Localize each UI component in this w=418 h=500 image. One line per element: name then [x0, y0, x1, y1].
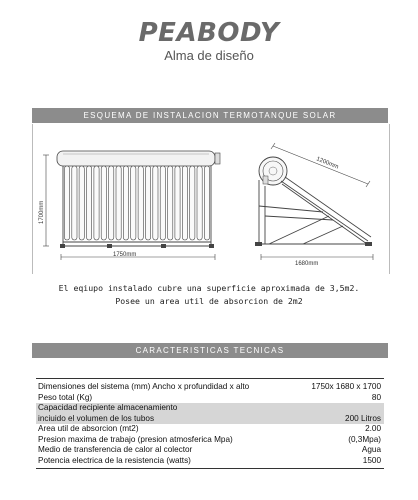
spec-label: inciuido el volumen de los tubos [36, 414, 294, 425]
spec-value: 2.00 [365, 424, 381, 433]
spec-row [36, 424, 384, 435]
spec-label: Capacidad recipiente almacenamiento [36, 403, 294, 414]
spec-row [36, 379, 384, 393]
spec-row [36, 414, 384, 425]
spec-value: 200 Litros [294, 414, 384, 425]
spec-value: 80 [371, 392, 381, 402]
side-tube-length-label: 1200mm [315, 156, 340, 171]
side-depth-label: 1680mm [295, 261, 319, 267]
specs-section-title: CARACTERISTICAS TECNICAS [32, 343, 388, 358]
spec-label: Presion maxima de trabajo (presion atmosferica Mpa) [38, 434, 233, 444]
spec-value: 1500 [362, 455, 381, 465]
brand-header [0, 18, 418, 63]
spec-value: 1750x 1680 x 1700 [311, 382, 381, 391]
spec-label: Medio de transferencia de calor al colector [38, 445, 193, 454]
front-height-label: 1700mm [39, 200, 45, 224]
coverage-note: El eqiupo instalado cubre una superficie aproximada de 3,5m2. [58, 283, 360, 293]
install-section-title: ESQUEMA DE INSTALACION TERMOTANQUE SOLAR [32, 108, 388, 123]
spec-label: Potencia electrica de la resistencia (watts) [38, 455, 191, 465]
spec-label: Area util de absorcion (mt2) [38, 424, 139, 433]
absorption-note: Posee un area util de absorcion de 2m2 [115, 296, 303, 306]
spec-label: Peso total (Kg) [38, 392, 93, 402]
spec-value [294, 403, 384, 414]
spec-value: Agua [361, 445, 381, 454]
brand-logo: PEABODY [138, 18, 280, 48]
spec-row [36, 456, 384, 469]
brand-tagline: Alma de diseño [164, 48, 254, 63]
spec-row [36, 435, 384, 446]
spec-row [36, 403, 384, 414]
spec-label: Dimensiones del sistema (mm) Ancho x profundidad x alto [38, 382, 250, 391]
side-view-diagram [33, 124, 389, 274]
install-diagram-area [32, 124, 390, 274]
spec-row [36, 393, 384, 404]
spec-value: (0,3Mpa) [348, 434, 381, 444]
spec-row [36, 445, 384, 456]
specs-table [36, 378, 384, 469]
front-width-label: 1750mm [113, 252, 137, 258]
